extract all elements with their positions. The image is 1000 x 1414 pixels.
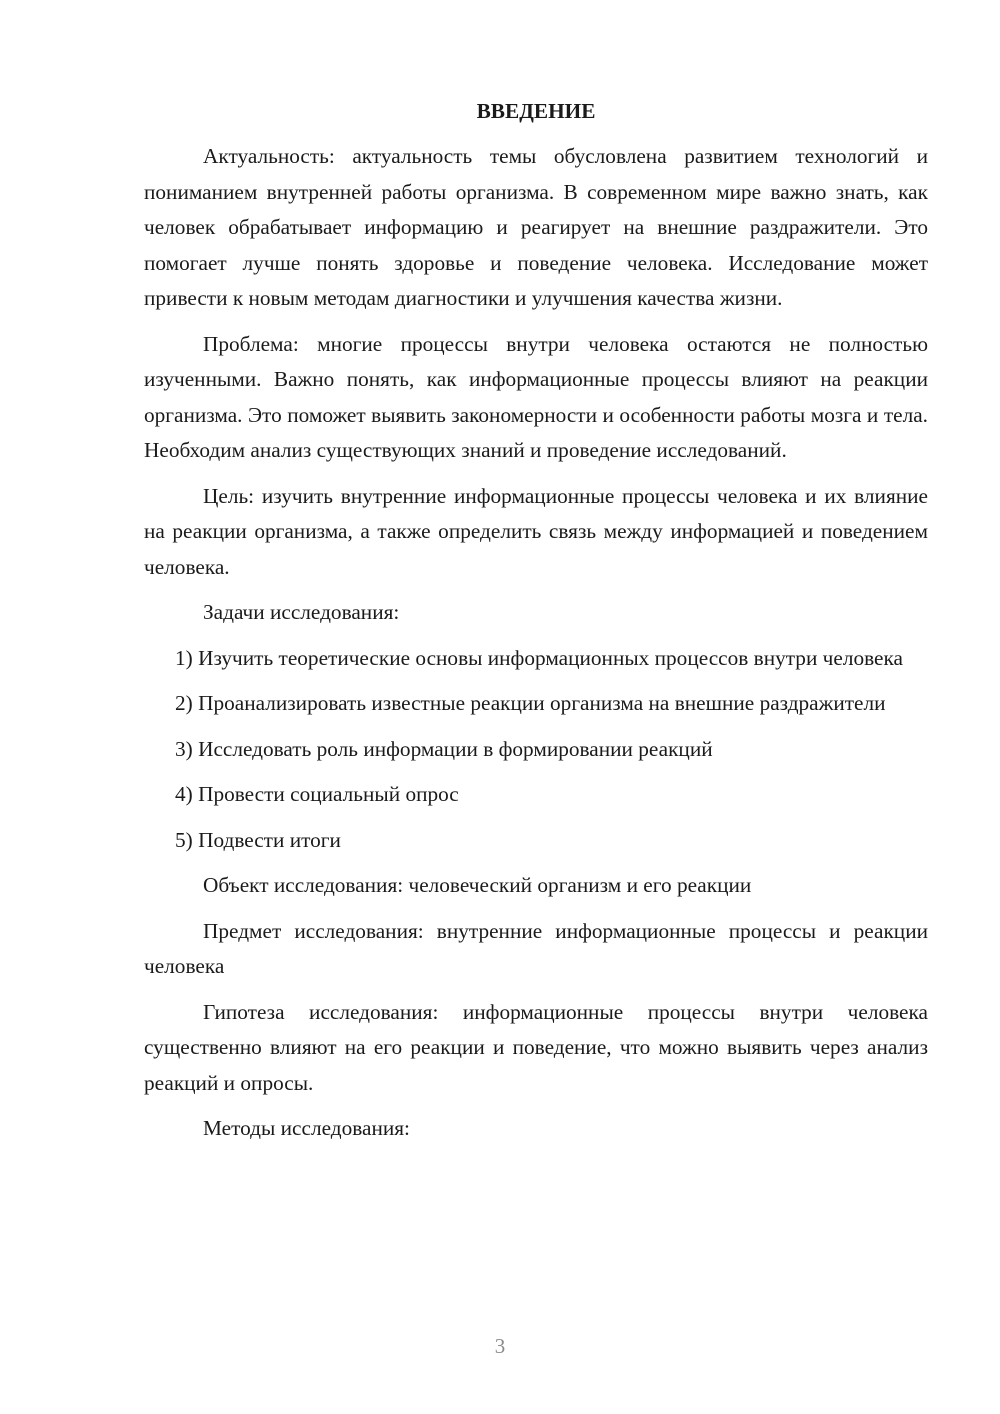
tasks-heading: Задачи исследования:: [203, 600, 400, 624]
paragraph-goal: Цель: изучить внутренние информационные процессы человека и их влияние на реакции организма, а также определить связь между информацией и поведением человека.: [144, 483, 928, 579]
paragraph-relevance: Актуальность: актуальность темы обусловлена развитием технологий и пониманием внутренней работы организма. В современном мире важно знать, как человек обрабатывает информацию и реагирует на внешние раздражители. Это помогает лучше понять здоровье и поведение человека. Исследование может привести к новым методам диагностики и улучшения качества жизни.: [144, 144, 928, 310]
page-content: [144, 94, 928, 1157]
task-item-2: 2) Проанализировать известные реакции организма на внешние раздражители: [175, 691, 886, 715]
methods-heading: Методы исследования:: [203, 1116, 410, 1140]
paragraph-object: Объект исследования: человеческий организм и его реакции: [203, 873, 752, 897]
paragraph-hypothesis: Гипотеза исследования: информационные процессы внутри человека существенно влияют на его реакции и поведение, что можно выявить через анализ реакций и опросы.: [144, 999, 928, 1095]
page-title: ВВЕДЕНИЕ: [476, 99, 596, 123]
task-item-3: 3) Исследовать роль информации в формировании реакций: [175, 736, 713, 761]
task-item-4: 4) Провести социальный опрос: [175, 782, 459, 806]
task-item-1: 1) Изучить теоретические основы информационных процессов внутри человека: [175, 645, 903, 670]
paragraph-subject: Предмет исследования: внутренние информационные процессы и реакции человека: [144, 918, 928, 978]
page-number: 3: [494, 1334, 506, 1358]
paragraph-problem: Проблема: многие процессы внутри человека остаются не полностью изученными. Важно понять, как информационные процессы влияют на реакции организма. Это поможет выявить закономерности и особенности работы мозга и тела. Необходим анализ существующих знаний и проведение исследований.: [144, 331, 928, 462]
task-item-5: 5) Подвести итоги: [175, 827, 341, 852]
